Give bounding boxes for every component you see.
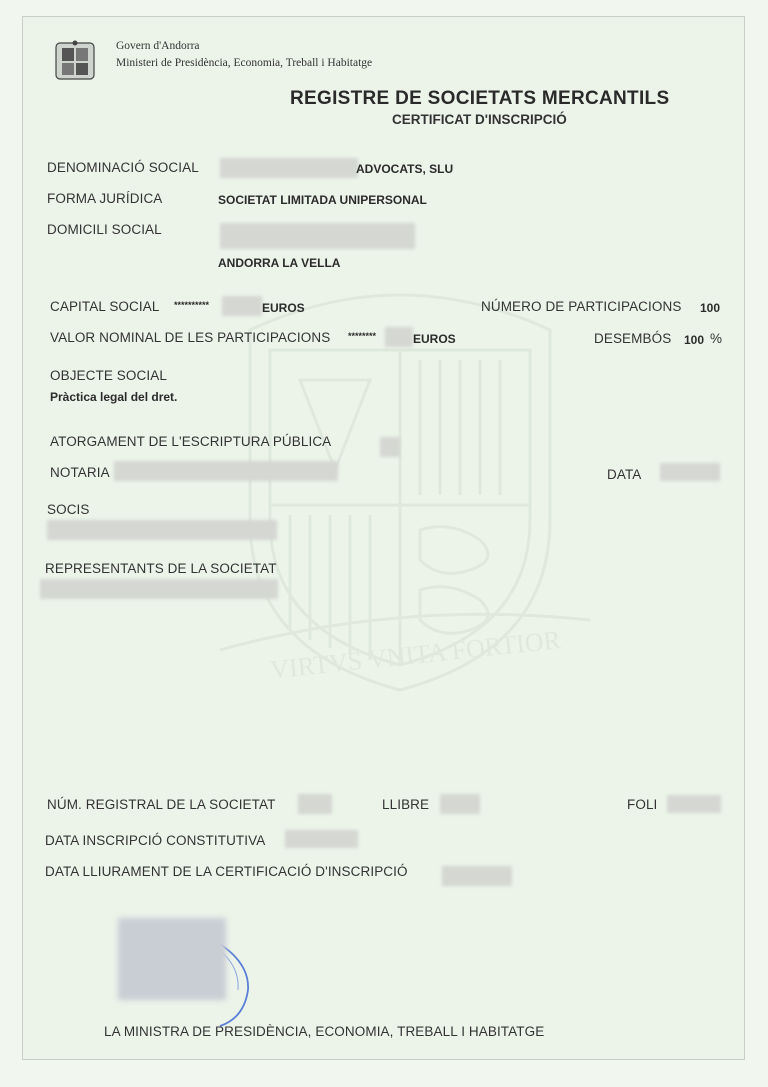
redacted-escriptura-date bbox=[380, 437, 400, 457]
data-label: DATA bbox=[607, 467, 642, 482]
denominacio-value: ADVOCATS, SLU bbox=[356, 162, 454, 176]
redacted-capital bbox=[222, 296, 262, 316]
llibre-label: LLIBRE bbox=[382, 797, 430, 812]
participacions-value: 100 bbox=[700, 301, 721, 315]
ministry-name: Ministeri de Presidència, Economia, Treball i Habitatge bbox=[116, 57, 373, 69]
redacted-company-name bbox=[220, 158, 358, 178]
notaria-label: NOTARIA bbox=[50, 465, 110, 480]
denominacio-label: DENOMINACIÓ SOCIAL bbox=[47, 160, 199, 175]
desembos-unit: % bbox=[710, 331, 723, 346]
representants-label: REPRESENTANTS DE LA SOCIETAT bbox=[45, 561, 277, 576]
objecte-social-value: Pràctica legal del dret. bbox=[50, 390, 178, 404]
data-inscripcio-label: DATA INSCRIPCIÓ CONSTITUTIVA bbox=[45, 833, 266, 848]
valor-nominal-label: VALOR NOMINAL DE LES PARTICIPACIONS bbox=[50, 330, 331, 345]
redacted-notary bbox=[114, 461, 338, 481]
desembos-value: 100 bbox=[684, 333, 705, 347]
redacted-inscripcio-date bbox=[285, 830, 358, 848]
forma-juridica-label: FORMA JURÍDICA bbox=[47, 191, 163, 206]
redacted-date bbox=[660, 463, 720, 481]
org-name: Govern d'Andorra bbox=[116, 40, 200, 52]
socis-label: SOCIS bbox=[47, 502, 90, 517]
redacted-lliurament-date bbox=[442, 866, 512, 886]
objecte-social-label: OBJECTE SOCIAL bbox=[50, 368, 167, 383]
andorra-emblem-icon bbox=[52, 40, 98, 82]
escriptura-label: ATORGAMENT DE L'ESCRIPTURA PÚBLICA bbox=[50, 434, 332, 449]
capital-unit: EUROS bbox=[262, 301, 305, 315]
redacted-foli bbox=[667, 795, 721, 813]
capital-social-label: CAPITAL SOCIAL bbox=[50, 299, 160, 314]
domicili-label: DOMICILI SOCIAL bbox=[47, 222, 162, 237]
nominal-unit: EUROS bbox=[413, 332, 456, 346]
redacted-representatives bbox=[40, 579, 278, 599]
redacted-llibre bbox=[440, 794, 480, 814]
capital-stars: ********** bbox=[174, 300, 210, 310]
page-subtitle: CERTIFICAT D'INSCRIPCIÓ bbox=[392, 112, 567, 127]
redacted-partners bbox=[47, 520, 277, 540]
redacted-address bbox=[220, 223, 415, 249]
page-title: REGISTRE DE SOCIETATS MERCANTILS bbox=[290, 88, 670, 109]
data-lliurament-label: DATA LLIURAMENT DE LA CERTIFICACIÓ D'INSCRIPCIÓ bbox=[45, 864, 408, 879]
foli-label: FOLI bbox=[627, 797, 658, 812]
forma-juridica-value: SOCIETAT LIMITADA UNIPERSONAL bbox=[218, 193, 427, 207]
redacted-signature bbox=[118, 918, 226, 1000]
nominal-stars: ******** bbox=[348, 331, 377, 341]
redacted-registral-number bbox=[298, 794, 332, 814]
num-registral-label: NÚM. REGISTRAL DE LA SOCIETAT bbox=[47, 797, 276, 812]
participacions-label: NÚMERO DE PARTICIPACIONS bbox=[481, 299, 682, 314]
domicili-value: ANDORRA LA VELLA bbox=[218, 256, 341, 270]
watermark-motto: VIRTVS VNITA FORTIOR bbox=[268, 625, 563, 685]
signatory-title: LA MINISTRA DE PRESIDÈNCIA, ECONOMIA, TREBALL I HABITATGE bbox=[104, 1024, 545, 1039]
redacted-nominal bbox=[385, 327, 413, 347]
desembos-label: DESEMBÓS bbox=[594, 331, 672, 346]
